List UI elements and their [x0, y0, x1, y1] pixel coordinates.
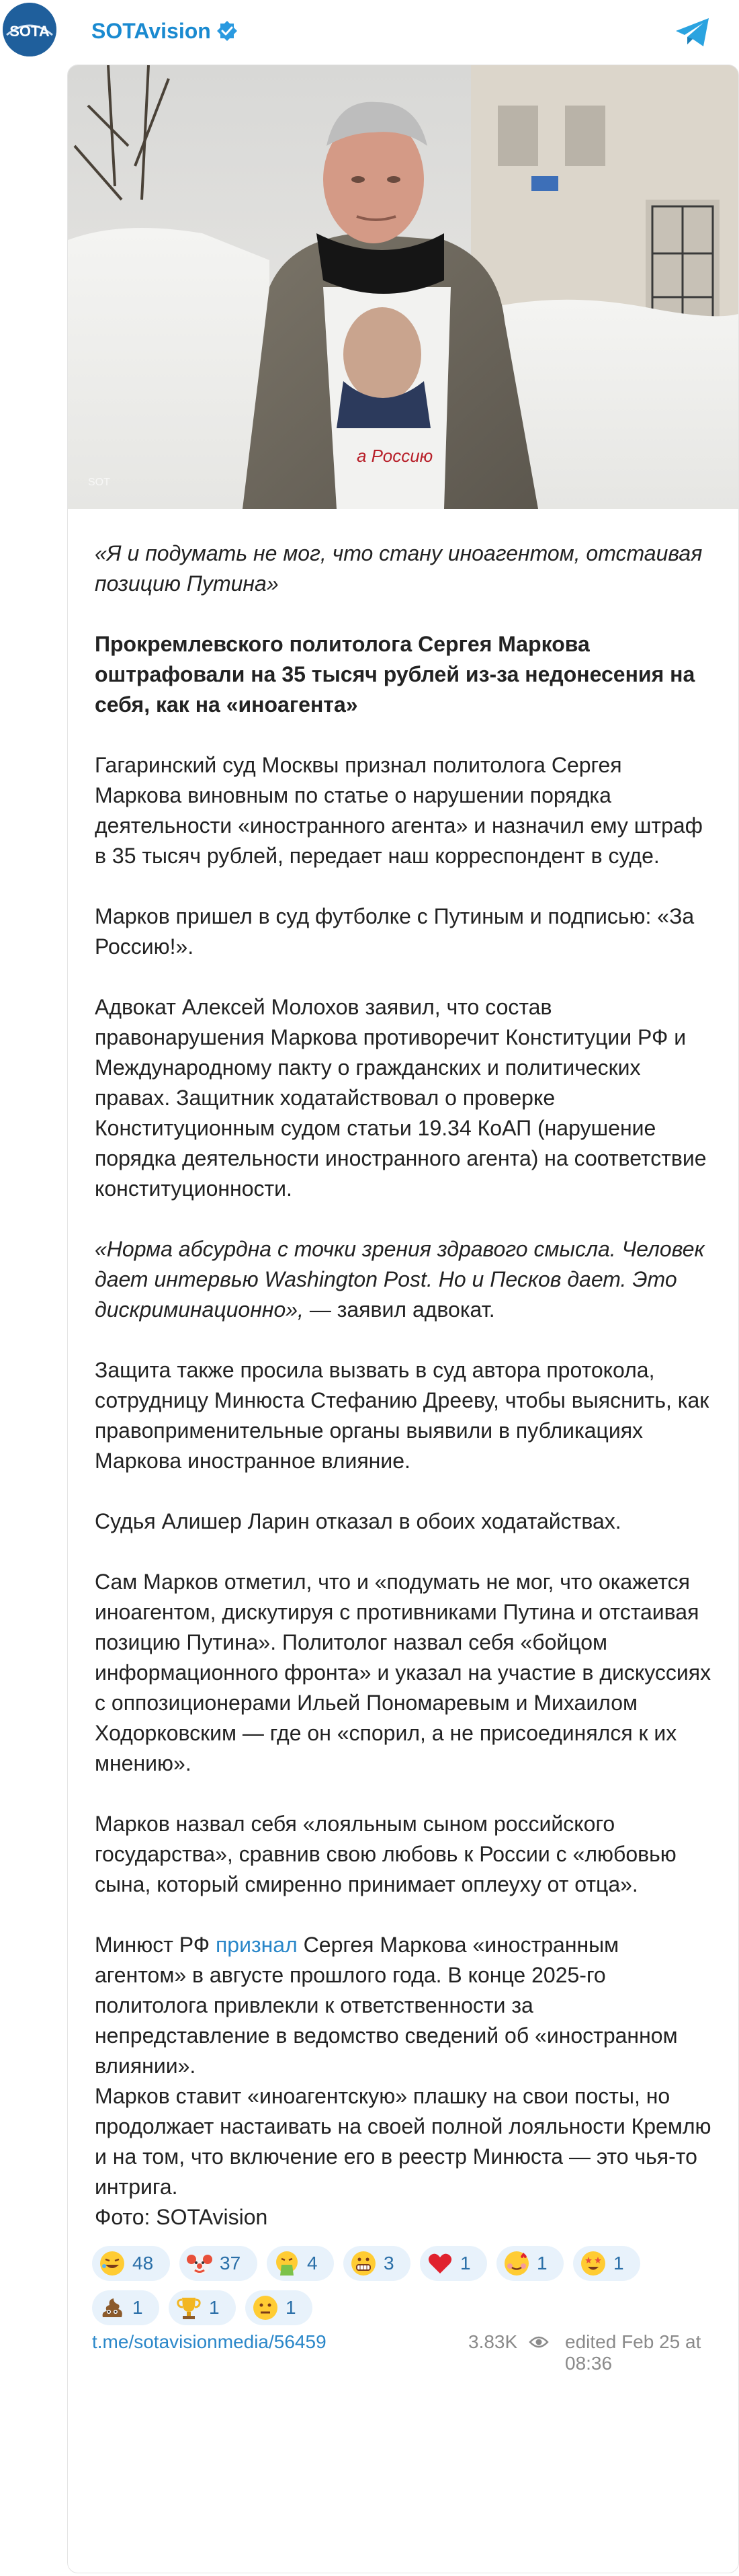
- ministry-link[interactable]: признал: [215, 1933, 298, 1957]
- post-quote: «Я и подумать не мог, что стану иноагентом, отстаивая позицию Путина»: [95, 541, 703, 596]
- reaction-count: 48: [132, 2253, 154, 2273]
- telegram-icon[interactable]: [674, 16, 711, 48]
- post-paragraph: Марков пришел в суд футболке с Путиным и подписью: «За Россию!».: [95, 904, 695, 959]
- reaction-count: 3: [384, 2253, 394, 2273]
- reaction-vomit[interactable]: [267, 2246, 334, 2281]
- reaction-count: 1: [460, 2253, 471, 2273]
- photo-credit: Фото: SOTAvision: [95, 2205, 268, 2229]
- post-link[interactable]: t.me/sotavisionmedia/56459: [92, 2331, 327, 2352]
- channel-header: [0, 0, 739, 62]
- lawyer-quote: «Норма абсурдна с точки зрения здравого смысла. Человек дает интервью Washington Post. Но и Песков дает. Это дискриминационно»,: [95, 1237, 705, 1322]
- reaction-rofl[interactable]: [92, 2246, 170, 2281]
- post-paragraph: Марков ставит «иноагентскую» плашку на свои посты, но продолжает настаивать на своей полной лояльности Кремлю и на том, что включение его в реестр Минюста — это чья-то интрига.: [95, 2084, 711, 2199]
- clown-emoji-icon: [186, 2250, 213, 2277]
- rofl-emoji-icon: [99, 2250, 126, 2277]
- love-face-emoji-icon: [503, 2250, 530, 2277]
- sota-logo-icon: [3, 3, 56, 56]
- heart-emoji-icon: [427, 2250, 453, 2277]
- post-paragraph: Защита также просила вызвать в суд автора протокола, сотрудницу Минюста Стефанию Дрееву, чтобы выяснить, как правоприменительные органы выявили в публикациях Маркова иностранное влияние.: [95, 1358, 709, 1473]
- reaction-heart[interactable]: [420, 2246, 487, 2281]
- post-paragraph: Судья Алишер Ларин отказал в обоих ходатайствах.: [95, 1509, 621, 1533]
- post-photo[interactable]: [68, 65, 738, 509]
- reaction-count: 1: [209, 2297, 220, 2318]
- post-paragraph-link: [95, 1930, 713, 2081]
- poop-emoji-icon: [99, 2294, 126, 2321]
- view-count: 3.83K: [468, 2331, 518, 2352]
- text-before-link: Минюст РФ: [95, 1933, 216, 1957]
- trophy-emoji-icon: [175, 2294, 202, 2321]
- post-paragraph: Адвокат Алексей Молохов заявил, что состав правонарушения Маркова противоречит Конституции РФ и Международному пакту о гражданских и политических правах. Защитник ходатайствовал о проверке Конституционным судом статьи 19.34 КоАП (нарушение порядка деятельности иностранного агента) на соответствие конституционности.: [95, 995, 707, 1201]
- reaction-count: 1: [613, 2253, 624, 2273]
- reaction-star-struck[interactable]: [573, 2246, 640, 2281]
- star-struck-emoji-icon: [580, 2250, 607, 2277]
- reaction-count: 1: [537, 2253, 548, 2273]
- reaction-count: 37: [220, 2253, 241, 2273]
- verified-badge-icon: [216, 20, 238, 42]
- reaction-grimace[interactable]: [343, 2246, 410, 2281]
- neutral-face-emoji-icon: [252, 2294, 279, 2321]
- grimace-emoji-icon: [350, 2250, 377, 2277]
- shirt-text: а Россию: [357, 446, 433, 466]
- reaction-count: 4: [307, 2253, 318, 2273]
- vomit-emoji-icon: [273, 2250, 300, 2277]
- reaction-count: 1: [132, 2297, 143, 2318]
- post-card: [67, 65, 739, 2573]
- reaction-clown[interactable]: [179, 2246, 257, 2281]
- post-paragraph: Марков назвал себя «лояльным сыном российского государства», сравнив свою любовь к России с «любовью сына, который смиренно принимает оплеуху от отца».: [95, 1812, 677, 1896]
- channel-avatar[interactable]: [3, 3, 56, 56]
- reaction-poop[interactable]: [92, 2290, 159, 2325]
- reaction-trophy[interactable]: [169, 2290, 236, 2325]
- lawyer-quote-attribution: — заявил адвокат.: [303, 1297, 495, 1322]
- svg-text:SOTA: SOTA: [9, 23, 50, 40]
- text-after-link: Сергея Маркова «иностранным агентом» в августе прошлого года. В конце 2025-го политолога привлекли к ответственности за непредставление в ведомство сведений об «иностранном влиянии».: [95, 1933, 678, 2078]
- reaction-neutral-face[interactable]: [245, 2290, 312, 2325]
- post-paragraph: Сам Марков отметил, что и «подумать не мог, что окажется иноагентом, дискутируя с противниками Путина и отстаивая позицию Путина». Политолог назвал себя «бойцом информационного фронта» и указал на участие в дискуссиях с оппозиционерами Ильей Пономаревым и Михаилом Ходорковским — где он «спорил, а не присоединялся к их мнению».: [95, 1570, 711, 1775]
- eye-icon: [529, 2334, 549, 2350]
- post-paragraph-quote: [95, 1234, 713, 1325]
- post-headline: Прокремлевского политолога Сергея Маркова оштрафовали на 35 тысяч рублей из-за недонесения на себя, как на «иноагента»: [95, 632, 695, 717]
- reaction-count: 1: [286, 2297, 296, 2318]
- photo-watermark: SOT: [88, 477, 110, 488]
- post-footer: [92, 2331, 724, 2374]
- edited-timestamp: edited Feb 25 at 08:36: [565, 2331, 701, 2374]
- reaction-love-face[interactable]: [496, 2246, 564, 2281]
- channel-name[interactable]: SOTAvision: [91, 19, 211, 43]
- post-paragraph: Гагаринский суд Москвы признал политолога Сергея Маркова виновным по статье о нарушении порядка деятельности «иностранного агента» и назначил ему штраф в 35 тысяч рублей, передает наш корреспондент в суде.: [95, 753, 703, 868]
